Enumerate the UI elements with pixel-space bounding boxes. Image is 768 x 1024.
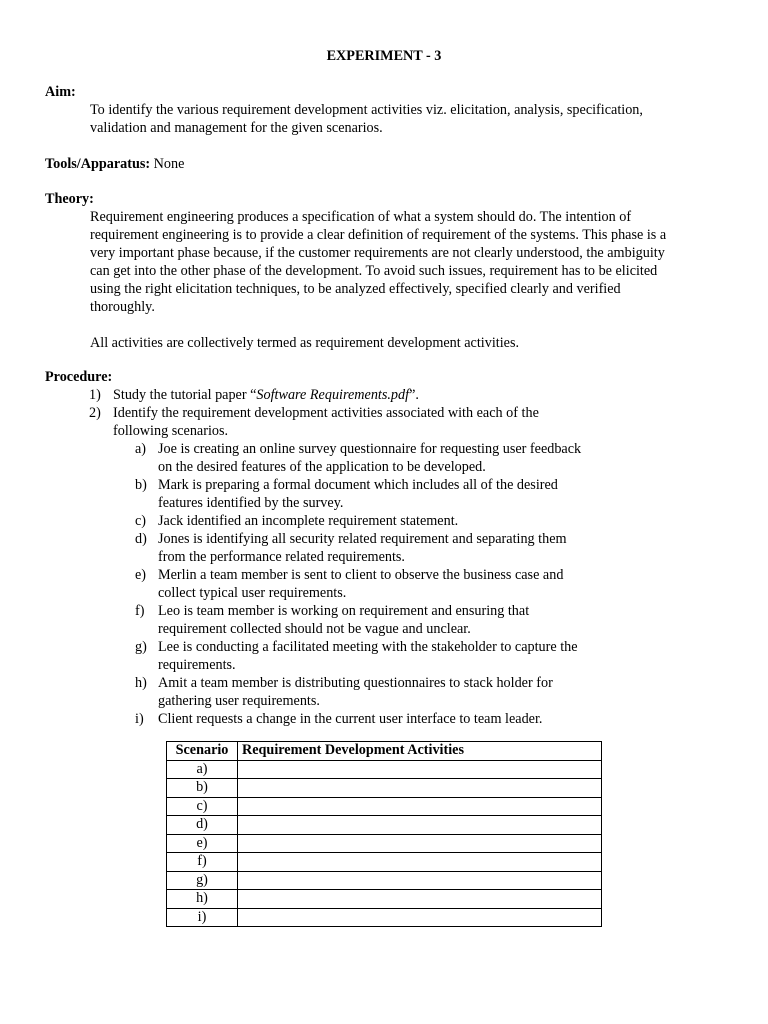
scenario-text-line-1: Joe is creating an online survey questionnaire for requesting user feedback — [158, 441, 582, 457]
scenario-letter: g) — [135, 639, 147, 655]
theory-line-6: thoroughly. — [90, 299, 155, 315]
scenario-letter: c) — [135, 513, 147, 529]
activity-cell[interactable] — [238, 908, 602, 927]
aim-section — [45, 83, 715, 137]
activity-cell[interactable] — [238, 760, 602, 779]
scenario-item-e — [45, 566, 745, 602]
scenario-letter: e) — [135, 567, 147, 583]
theory-line-2: requirement engineering is to provide a clear definition of requirement of the systems. This phase is a — [90, 227, 667, 243]
table-row — [167, 797, 602, 816]
theory-line-4: can get into the other phase of the development. To avoid such issues, requirement has to be elicited — [90, 263, 658, 279]
theory-paragraph-2: All activities are collectively termed as requirement development activities. — [90, 335, 520, 351]
table-row — [167, 871, 602, 890]
procedure-section — [45, 368, 745, 728]
tools-value: None — [150, 156, 185, 172]
aim-line-1: To identify the various requirement development activities viz. elicitation, analysis, specification, — [90, 102, 643, 118]
activity-cell[interactable] — [238, 871, 602, 890]
procedure-step-2 — [45, 404, 745, 440]
scenario-text-line-2: collect typical user requirements. — [158, 585, 347, 601]
scenario-text-line-1: Mark is preparing a formal document which includes all of the desired — [158, 477, 558, 493]
table-row — [167, 760, 602, 779]
aim-text — [45, 101, 715, 137]
scenario-letter: d) — [135, 531, 147, 547]
step-2-line-1: Identify the requirement development activities associated with each of the — [113, 405, 539, 421]
scenario-item-b — [45, 476, 745, 512]
step-1-prefix: Study the tutorial paper “ — [113, 387, 257, 403]
scenario-text-line-1: Leo is team member is working on requirement and ensuring that — [158, 603, 530, 619]
activity-cell[interactable] — [238, 779, 602, 798]
scenario-text-line-2: features identified by the survey. — [158, 495, 344, 511]
scenario-cell: i) — [167, 908, 238, 927]
column-header-scenario: Scenario — [167, 742, 238, 761]
scenario-text-line-1: Jack identified an incomplete requirement statement. — [158, 513, 459, 529]
scenario-letter: h) — [135, 675, 147, 691]
tutorial-paper-title: Software Requirements.pdf — [256, 387, 410, 403]
scenario-cell: b) — [167, 779, 238, 798]
step-1-suffix: ”. — [409, 387, 419, 403]
table-row — [167, 853, 602, 872]
activity-cell[interactable] — [238, 816, 602, 835]
scenario-cell: e) — [167, 834, 238, 853]
aim-line-2: validation and management for the given scenarios. — [90, 120, 383, 136]
scenario-letter: b) — [135, 477, 147, 493]
scenario-text-line-2: requirement collected should not be vague and unclear. — [158, 621, 471, 637]
scenario-text-line-1: Amit a team member is distributing questionnaires to stack holder for — [158, 675, 553, 691]
activity-cell[interactable] — [238, 834, 602, 853]
table-row — [167, 890, 602, 909]
theory-line-3: very important phase because, if the customer requirements are not clearly understood, the ambiguity — [90, 245, 665, 261]
column-header-activities: Requirement Development Activities — [238, 742, 602, 761]
scenario-item-d — [45, 530, 745, 566]
scenario-list — [45, 440, 745, 728]
page-title: EXPERIMENT - 3 — [326, 48, 442, 64]
scenario-text-line-1: Lee is conducting a facilitated meeting with the stakeholder to capture the — [158, 639, 578, 655]
procedure-heading: Procedure: — [45, 369, 113, 385]
procedure-step-1 — [45, 386, 745, 404]
scenario-text-line-1: Client requests a change in the current user interface to team leader. — [158, 711, 543, 727]
table-row — [167, 908, 602, 927]
aim-heading: Aim: — [45, 84, 76, 100]
activity-cell[interactable] — [238, 890, 602, 909]
scenario-cell: g) — [167, 871, 238, 890]
scenario-cell: f) — [167, 853, 238, 872]
scenario-text-line-1: Merlin a team member is sent to client to observe the business case and — [158, 567, 564, 583]
table-row — [167, 834, 602, 853]
scenario-cell: d) — [167, 816, 238, 835]
scenario-activity-table — [166, 741, 602, 927]
scenario-cell: c) — [167, 797, 238, 816]
activity-cell[interactable] — [238, 797, 602, 816]
scenario-letter: i) — [135, 711, 144, 727]
theory-heading: Theory: — [45, 191, 94, 207]
scenario-letter: a) — [135, 441, 147, 457]
theory-line-1: Requirement engineering produces a specification of what a system should do. The intention of — [90, 209, 632, 225]
step-number: 1) — [89, 387, 101, 403]
theory-line-5: using the right elicitation techniques, to be analyzed effectively, specified clearly and verified — [90, 281, 621, 297]
scenario-text-line-1: Jones is identifying all security related requirement and separating them — [158, 531, 567, 547]
scenario-cell: a) — [167, 760, 238, 779]
step-number: 2) — [89, 405, 101, 421]
table-row — [167, 779, 602, 798]
scenario-item-h — [45, 674, 745, 710]
scenario-text-line-2: on the desired features of the application to be developed. — [158, 459, 486, 475]
scenario-item-g — [45, 638, 745, 674]
procedure-list — [45, 386, 745, 440]
step-2-line-2: following scenarios. — [113, 423, 229, 439]
scenario-item-i — [45, 710, 745, 728]
scenario-cell: h) — [167, 890, 238, 909]
theory-section — [45, 190, 715, 352]
scenario-item-a — [45, 440, 745, 476]
table-header-row — [167, 742, 602, 761]
scenario-letter: f) — [135, 603, 145, 619]
tools-heading: Tools/Apparatus: — [45, 156, 151, 172]
activity-cell[interactable] — [238, 853, 602, 872]
table-row — [167, 816, 602, 835]
scenario-text-line-2: requirements. — [158, 657, 236, 673]
scenario-item-f — [45, 602, 745, 638]
scenario-text-line-2: gathering user requirements. — [158, 693, 320, 709]
theory-paragraph-1 — [45, 208, 715, 316]
scenario-item-c — [45, 512, 745, 530]
tools-section — [45, 155, 715, 173]
scenario-text-line-2: from the performance related requirements. — [158, 549, 405, 565]
